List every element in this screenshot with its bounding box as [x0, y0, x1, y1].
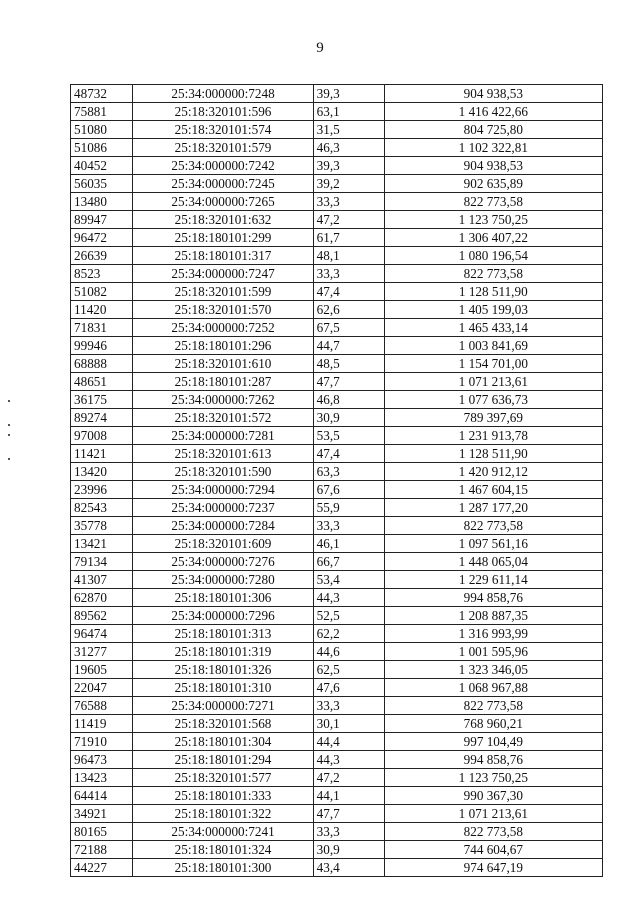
cadastral-number-cell: 25:18:180101:319 [133, 643, 313, 661]
table-row [71, 463, 603, 481]
area-cell: 39,3 [313, 85, 384, 103]
table-row [71, 319, 603, 337]
cadastral-number-cell: 25:34:000000:7280 [133, 571, 313, 589]
area-cell: 67,6 [313, 481, 384, 499]
cadastral-number-cell: 25:18:180101:300 [133, 859, 313, 877]
area-cell: 43,4 [313, 859, 384, 877]
cadastral-number-cell: 25:18:320101:577 [133, 769, 313, 787]
area-cell: 47,7 [313, 805, 384, 823]
table-row [71, 175, 603, 193]
row-id-cell: 80165 [71, 823, 133, 841]
area-cell: 53,4 [313, 571, 384, 589]
value-cell: 1 306 407,22 [384, 229, 602, 247]
area-cell: 44,1 [313, 787, 384, 805]
area-cell: 47,6 [313, 679, 384, 697]
row-id-cell: 51082 [71, 283, 133, 301]
value-cell: 1 208 887,35 [384, 607, 602, 625]
cadastral-number-cell: 25:18:180101:326 [133, 661, 313, 679]
table-row [71, 409, 603, 427]
area-cell: 48,5 [313, 355, 384, 373]
margin-marks [8, 400, 18, 470]
cadastral-number-cell: 25:18:180101:287 [133, 373, 313, 391]
cadastral-number-cell: 25:18:180101:313 [133, 625, 313, 643]
table-row [71, 499, 603, 517]
value-cell: 904 938,53 [384, 85, 602, 103]
area-cell: 47,4 [313, 445, 384, 463]
area-cell: 66,7 [313, 553, 384, 571]
area-cell: 44,3 [313, 589, 384, 607]
cadastral-number-cell: 25:18:180101:296 [133, 337, 313, 355]
table-row [71, 661, 603, 679]
cadastral-number-cell: 25:18:320101:596 [133, 103, 313, 121]
table-row [71, 157, 603, 175]
row-id-cell: 19605 [71, 661, 133, 679]
area-cell: 48,1 [313, 247, 384, 265]
table-row [71, 355, 603, 373]
row-id-cell: 82543 [71, 499, 133, 517]
cadastral-number-cell: 25:34:000000:7262 [133, 391, 313, 409]
cadastral-number-cell: 25:34:000000:7248 [133, 85, 313, 103]
cadastral-number-cell: 25:34:000000:7281 [133, 427, 313, 445]
table-row [71, 643, 603, 661]
row-id-cell: 64414 [71, 787, 133, 805]
area-cell: 30,9 [313, 409, 384, 427]
value-cell: 997 104,49 [384, 733, 602, 751]
cadastral-number-cell: 25:18:320101:579 [133, 139, 313, 157]
row-id-cell: 51080 [71, 121, 133, 139]
table-row [71, 823, 603, 841]
table-row [71, 607, 603, 625]
table-row [71, 481, 603, 499]
table-row [71, 265, 603, 283]
value-cell: 1 102 322,81 [384, 139, 602, 157]
row-id-cell: 96474 [71, 625, 133, 643]
area-cell: 62,6 [313, 301, 384, 319]
cadastral-number-cell: 25:34:000000:7271 [133, 697, 313, 715]
row-id-cell: 68888 [71, 355, 133, 373]
value-cell: 1 071 213,61 [384, 805, 602, 823]
value-cell: 990 367,30 [384, 787, 602, 805]
area-cell: 33,3 [313, 697, 384, 715]
area-cell: 55,9 [313, 499, 384, 517]
table-row [71, 571, 603, 589]
value-cell: 1 071 213,61 [384, 373, 602, 391]
row-id-cell: 75881 [71, 103, 133, 121]
table-row [71, 193, 603, 211]
table-row [71, 85, 603, 103]
row-id-cell: 11421 [71, 445, 133, 463]
table-row [71, 373, 603, 391]
row-id-cell: 41307 [71, 571, 133, 589]
cadastral-number-cell: 25:34:000000:7265 [133, 193, 313, 211]
area-cell: 31,5 [313, 121, 384, 139]
row-id-cell: 22047 [71, 679, 133, 697]
row-id-cell: 79134 [71, 553, 133, 571]
cadastral-number-cell: 25:18:320101:574 [133, 121, 313, 139]
area-cell: 52,5 [313, 607, 384, 625]
cadastral-number-cell: 25:18:180101:304 [133, 733, 313, 751]
value-cell: 904 938,53 [384, 157, 602, 175]
value-cell: 1 068 967,88 [384, 679, 602, 697]
row-id-cell: 99946 [71, 337, 133, 355]
table-row [71, 625, 603, 643]
area-cell: 63,3 [313, 463, 384, 481]
cadastral-number-cell: 25:18:180101:324 [133, 841, 313, 859]
cadastral-number-cell: 25:18:180101:322 [133, 805, 313, 823]
row-id-cell: 34921 [71, 805, 133, 823]
cadastral-number-cell: 25:34:000000:7296 [133, 607, 313, 625]
area-cell: 46,3 [313, 139, 384, 157]
area-cell: 39,3 [313, 157, 384, 175]
row-id-cell: 35778 [71, 517, 133, 535]
row-id-cell: 36175 [71, 391, 133, 409]
table-row [71, 715, 603, 733]
table-row [71, 337, 603, 355]
row-id-cell: 8523 [71, 265, 133, 283]
table-row [71, 733, 603, 751]
cadastral-number-cell: 25:18:320101:590 [133, 463, 313, 481]
area-cell: 39,2 [313, 175, 384, 193]
cadastral-number-cell: 25:18:320101:568 [133, 715, 313, 733]
area-cell: 47,4 [313, 283, 384, 301]
area-cell: 33,3 [313, 823, 384, 841]
table-row [71, 697, 603, 715]
table-row [71, 859, 603, 877]
area-cell: 62,5 [313, 661, 384, 679]
area-cell: 47,2 [313, 211, 384, 229]
row-id-cell: 89947 [71, 211, 133, 229]
value-cell: 1 123 750,25 [384, 769, 602, 787]
table-row [71, 517, 603, 535]
cadastral-number-cell: 25:34:000000:7241 [133, 823, 313, 841]
cadastral-number-cell: 25:18:180101:310 [133, 679, 313, 697]
table-row [71, 247, 603, 265]
cadastral-number-cell: 25:34:000000:7294 [133, 481, 313, 499]
value-cell: 744 604,67 [384, 841, 602, 859]
value-cell: 1 229 611,14 [384, 571, 602, 589]
row-id-cell: 96473 [71, 751, 133, 769]
cadastral-number-cell: 25:18:180101:306 [133, 589, 313, 607]
cadastral-number-cell: 25:18:320101:572 [133, 409, 313, 427]
cadastral-number-cell: 25:34:000000:7237 [133, 499, 313, 517]
area-cell: 30,1 [313, 715, 384, 733]
value-cell: 768 960,21 [384, 715, 602, 733]
value-cell: 822 773,58 [384, 265, 602, 283]
row-id-cell: 13421 [71, 535, 133, 553]
value-cell: 994 858,76 [384, 751, 602, 769]
cadastral-number-cell: 25:34:000000:7245 [133, 175, 313, 193]
row-id-cell: 48732 [71, 85, 133, 103]
table-row [71, 283, 603, 301]
table-row [71, 787, 603, 805]
table-row [71, 211, 603, 229]
row-id-cell: 71910 [71, 733, 133, 751]
value-cell: 1 416 422,66 [384, 103, 602, 121]
row-id-cell: 89274 [71, 409, 133, 427]
table-row [71, 769, 603, 787]
value-cell: 822 773,58 [384, 697, 602, 715]
value-cell: 1 405 199,03 [384, 301, 602, 319]
table-row [71, 589, 603, 607]
area-cell: 46,1 [313, 535, 384, 553]
cadastral-number-cell: 25:18:180101:299 [133, 229, 313, 247]
cadastral-number-cell: 25:18:180101:317 [133, 247, 313, 265]
area-cell: 33,3 [313, 193, 384, 211]
value-cell: 1 077 636,73 [384, 391, 602, 409]
table-row [71, 841, 603, 859]
cadastral-number-cell: 25:18:320101:599 [133, 283, 313, 301]
cadastral-number-cell: 25:34:000000:7284 [133, 517, 313, 535]
value-cell: 1 448 065,04 [384, 553, 602, 571]
cadastral-number-cell: 25:18:180101:294 [133, 751, 313, 769]
value-cell: 822 773,58 [384, 517, 602, 535]
row-id-cell: 51086 [71, 139, 133, 157]
value-cell: 902 635,89 [384, 175, 602, 193]
row-id-cell: 13420 [71, 463, 133, 481]
cadastral-number-cell: 25:18:320101:610 [133, 355, 313, 373]
area-cell: 33,3 [313, 265, 384, 283]
value-cell: 822 773,58 [384, 823, 602, 841]
area-cell: 44,3 [313, 751, 384, 769]
row-id-cell: 48651 [71, 373, 133, 391]
table-row [71, 391, 603, 409]
table-row [71, 427, 603, 445]
cadastral-number-cell: 25:34:000000:7247 [133, 265, 313, 283]
value-cell: 789 397,69 [384, 409, 602, 427]
value-cell: 1 097 561,16 [384, 535, 602, 553]
table-row [71, 445, 603, 463]
value-cell: 1 231 913,78 [384, 427, 602, 445]
table-row [71, 679, 603, 697]
table-row [71, 535, 603, 553]
area-cell: 44,7 [313, 337, 384, 355]
row-id-cell: 72188 [71, 841, 133, 859]
row-id-cell: 44227 [71, 859, 133, 877]
row-id-cell: 96472 [71, 229, 133, 247]
cadastral-number-cell: 25:34:000000:7242 [133, 157, 313, 175]
area-cell: 44,6 [313, 643, 384, 661]
property-table-wrapper [70, 84, 603, 877]
table-row [71, 301, 603, 319]
value-cell: 974 647,19 [384, 859, 602, 877]
value-cell: 1 123 750,25 [384, 211, 602, 229]
value-cell: 1 467 604,15 [384, 481, 602, 499]
property-table-body [71, 85, 603, 877]
cadastral-number-cell: 25:18:320101:609 [133, 535, 313, 553]
row-id-cell: 26639 [71, 247, 133, 265]
area-cell: 61,7 [313, 229, 384, 247]
table-row [71, 103, 603, 121]
table-row [71, 121, 603, 139]
cadastral-number-cell: 25:34:000000:7276 [133, 553, 313, 571]
value-cell: 1 001 595,96 [384, 643, 602, 661]
value-cell: 804 725,80 [384, 121, 602, 139]
value-cell: 1 316 993,99 [384, 625, 602, 643]
table-row [71, 229, 603, 247]
value-cell: 1 287 177,20 [384, 499, 602, 517]
area-cell: 46,8 [313, 391, 384, 409]
area-cell: 30,9 [313, 841, 384, 859]
row-id-cell: 89562 [71, 607, 133, 625]
value-cell: 1 128 511,90 [384, 283, 602, 301]
row-id-cell: 40452 [71, 157, 133, 175]
table-row [71, 805, 603, 823]
value-cell: 1 080 196,54 [384, 247, 602, 265]
row-id-cell: 56035 [71, 175, 133, 193]
area-cell: 44,4 [313, 733, 384, 751]
table-row [71, 553, 603, 571]
row-id-cell: 76588 [71, 697, 133, 715]
table-row [71, 751, 603, 769]
value-cell: 1 154 701,00 [384, 355, 602, 373]
cadastral-number-cell: 25:18:320101:632 [133, 211, 313, 229]
area-cell: 63,1 [313, 103, 384, 121]
value-cell: 1 323 346,05 [384, 661, 602, 679]
row-id-cell: 11420 [71, 301, 133, 319]
cadastral-number-cell: 25:34:000000:7252 [133, 319, 313, 337]
row-id-cell: 31277 [71, 643, 133, 661]
area-cell: 62,2 [313, 625, 384, 643]
row-id-cell: 62870 [71, 589, 133, 607]
row-id-cell: 13480 [71, 193, 133, 211]
area-cell: 33,3 [313, 517, 384, 535]
area-cell: 67,5 [313, 319, 384, 337]
row-id-cell: 97008 [71, 427, 133, 445]
cadastral-number-cell: 25:18:320101:570 [133, 301, 313, 319]
table-row [71, 139, 603, 157]
area-cell: 53,5 [313, 427, 384, 445]
row-id-cell: 11419 [71, 715, 133, 733]
cadastral-number-cell: 25:18:180101:333 [133, 787, 313, 805]
page-number: 9 [316, 40, 324, 56]
row-id-cell: 23996 [71, 481, 133, 499]
row-id-cell: 71831 [71, 319, 133, 337]
value-cell: 1 420 912,12 [384, 463, 602, 481]
value-cell: 1 465 433,14 [384, 319, 602, 337]
area-cell: 47,7 [313, 373, 384, 391]
row-id-cell: 13423 [71, 769, 133, 787]
cadastral-number-cell: 25:18:320101:613 [133, 445, 313, 463]
property-table [70, 84, 603, 877]
value-cell: 1 003 841,69 [384, 337, 602, 355]
value-cell: 822 773,58 [384, 193, 602, 211]
value-cell: 994 858,76 [384, 589, 602, 607]
area-cell: 47,2 [313, 769, 384, 787]
value-cell: 1 128 511,90 [384, 445, 602, 463]
